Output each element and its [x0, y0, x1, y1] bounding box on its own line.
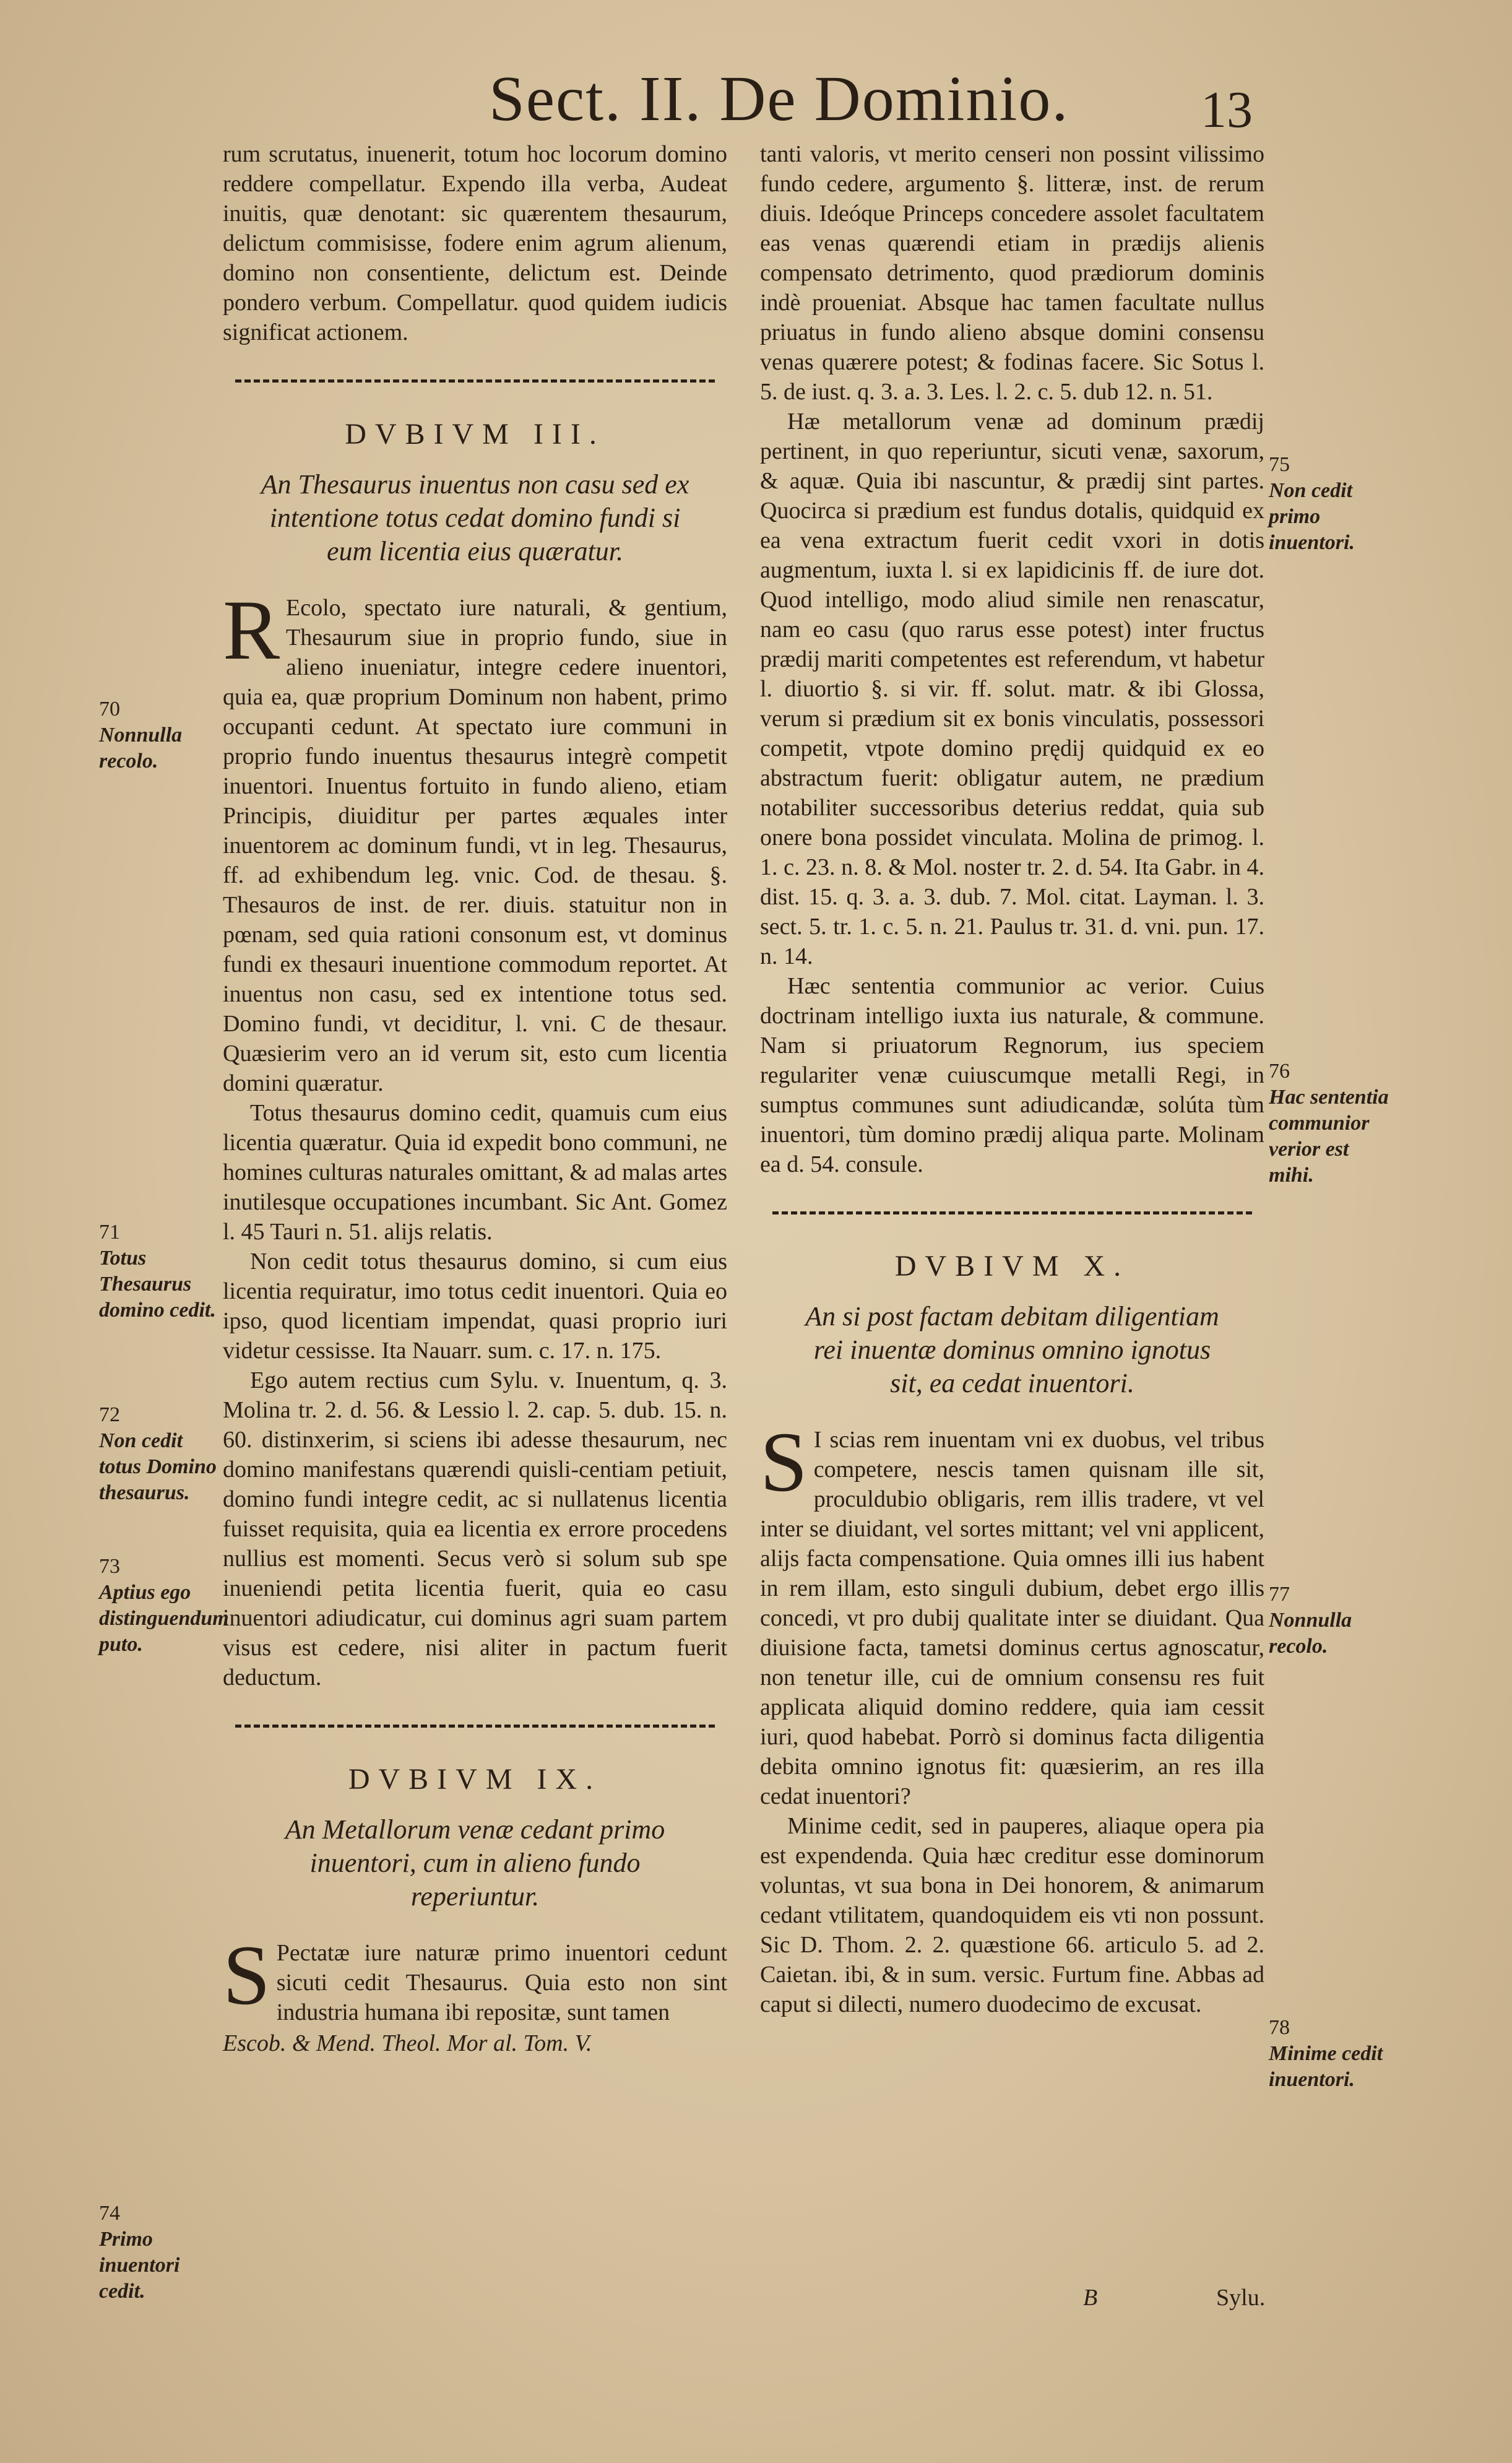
- margin-note-77: [1269, 1582, 1393, 1660]
- dubium-9-para-1: [223, 1928, 727, 2027]
- paragraph-text: Ecolo, spectato iure naturali, & gentium, Thesaurum siue in proprio fundo, siue in alieno inueniatur, integre cedere inuentori, quia ea, quæ proprium Dominum non habent, primo occupanti cedunt. At spectato iure communi in proprio fundo inuentus thesaurus integrè competit inuentori. Inuentus fortuito in fundo alieno, etiam Principis, diuiditur per partes æquales inter inuentorem ac dominum fundi, vt in leg. Thesaurus, ff. ad exhibendum leg. vnic. Cod. de thesau. §. Thesauros de inst. de rer. diuis. statuitur non in pœnam, sed quia rationi consonum est, vt dominus fundi ex thesauri inuentione commodum reportet. At inuentus non casu, sed ex intentione totus sed. Domino fundi, vt deciditur, l. vni. C de thesaur. Quæsierim vero an id verum sit, esto cum licentia domini quæratur.: [223, 595, 727, 1096]
- dubium-9-title: DVBIVM IX.: [348, 1763, 602, 1796]
- page-number: 13: [1201, 81, 1253, 139]
- margin-note-76: [1269, 1058, 1393, 1188]
- dubium-9-question: An Metallorum venæ cedant primo inuentori, cum in alieno fundo reperiuntur.: [285, 1814, 665, 1911]
- dubium-10-para-1: [760, 1414, 1264, 1811]
- running-title: Sect. II. De Dominio.: [489, 63, 1069, 134]
- margin-note-75: [1269, 452, 1393, 556]
- margin-note-text: Nonnulla recolo.: [1269, 1609, 1352, 1658]
- right-column: [760, 139, 1264, 2019]
- margin-note-text: Aptius ego distinguendum puto.: [99, 1581, 229, 1656]
- margin-note-text: Minime cedit inuentori.: [1269, 2042, 1383, 2091]
- dubium-10-title: DVBIVM X.: [894, 1250, 1130, 1283]
- margin-note-number: 71: [99, 1221, 120, 1244]
- margin-note-72: [99, 1402, 223, 1506]
- dubium-3-title: DVBIVM III.: [345, 418, 605, 451]
- section-divider: [235, 379, 715, 383]
- dubium-3-para-1: [223, 582, 727, 1098]
- margin-note-number: 78: [1269, 2016, 1290, 2039]
- margin-note-text: Non cedit totus Domino thesaurus.: [99, 1429, 217, 1504]
- footer-signature-text: Escob. & Mend. Theol. Mor al. Tom. V.: [223, 2030, 592, 2056]
- margin-note-text: Hac sententia communior verior est mihi.: [1269, 1086, 1389, 1187]
- signature-mark: B: [1083, 2285, 1098, 2311]
- dubium-10-para-2: Minime cedit, sed in pauperes, aliaque opera pia est expendenda. Quia hæc creditur esse dominorum voluntas, vt sua bona in Dei honorem, & animarum cedant vtilitatem, quandoquidem eis vti non possunt. Sic D. Thom. 2. 2. quæstione 66. articulo 5. ad 2. Caietan. ibi, & in sum. versic. Furtum fine. Abbas ad caput si dilecti, numero duodecimo de excusat.: [760, 1813, 1264, 2017]
- margin-note-70: [99, 696, 223, 774]
- margin-note-text: Non cedit primo inuentori.: [1269, 479, 1355, 554]
- margin-note-number: 70: [99, 698, 120, 721]
- dubium-3-para-3: Non cedit totus thesaurus domino, si cum eius licentia requiratur, imo totus cedit inuentori. Quia eo ipso, quod licentiam impendat, quasi proprio iuri videtur cessisse. Ita Nauarr. sum. c. 17. n. 175.: [223, 1249, 727, 1364]
- margin-note-number: 75: [1269, 453, 1290, 476]
- left-column: [223, 139, 727, 2058]
- section-divider: [772, 1211, 1252, 1214]
- section-divider: [235, 1725, 715, 1728]
- margin-note-number: 72: [99, 1403, 120, 1426]
- margin-note-78: [1269, 2015, 1393, 2093]
- margin-note-number: 73: [99, 1555, 120, 1578]
- dubium-3-para-4: Ego autem rectius cum Sylu. v. Inuentum, q. 3. Molina tr. 2. d. 56. & Lessio l. 2. cap. 5. dub. 15. n. 60. distinxerim, si sciens ibi adesse thesaurum, nec domino manifestans quærendi quisli-centiam petiuit, domino fundi integre cedit, ac si nullatenus licentia fuisset requisita, quia ea licentia ex errore procedens nullius est momenti. Secus verò si solum sub spe inueniendi petita licentia fuerit, quia eo casu inuentori adiudicatur, cui dominus agri suam partem visus est cedere, nisi aliter in pactum fuerit deductum.: [223, 1367, 727, 1690]
- margin-note-73: [99, 1554, 229, 1658]
- catchword: Sylu.: [1216, 2285, 1266, 2311]
- margin-note-text: Nonnulla recolo.: [99, 724, 183, 773]
- drop-cap: R: [223, 582, 280, 677]
- right-para-2: Hæ metallorum venæ ad dominum prædij pertinent, in quo reperiuntur, sicuti venæ, saxorum, & aquæ. Quia ibi nascuntur, & prædij sint partes. Quocirca si prædium est fundus dotalis, quidquid ex ea vena extractum fuerit cedit vxori in dotis augmentum, iuxta l. si ex lapidicinis ff. de iure dot. Quod intelligo, modo aliud simile nen renascatur, nam eo casu (quo rarus esse potest) inter fructus prædij mariti competentes est referendum, vt habetur l. diuortio §. si vir. ff. solut. matr. & ibi Glossa, verum si prædium sit ex bonis vinculatis, possessori competit, vtpote domino prędij quidquid ex eo abstractum fuerit: obligatur autem, ne prædium notabiliter successoribus deterius reddat, quia sub onere bona possidet vinculata. Molina de primog. l. 1. c. 23. n. 8. & Mol. noster tr. 2. d. 54. Ita Gabr. in 4. dist. 15. q. 3. a. 3. dub. 7. Mol. citat. Layman. l. 3. sect. 5. tr. 1. c. 5. n. 21. Paulus tr. 31. d. vni. pun. 17. n. 14.: [760, 409, 1264, 969]
- margin-note-74: [99, 2201, 223, 2305]
- drop-cap: S: [223, 1928, 270, 2022]
- margin-note-number: 77: [1269, 1583, 1290, 1606]
- dubium-3-para-2: Totus thesaurus domino cedit, quamuis cum eius licentia quæratur. Quia id expedit bono communi, ne homines culturas naturales omittant, & ad malas artes inutilesque occupationes incumbant. Sic Ant. Gomez l. 45 Tauri n. 51. alijs relatis.: [223, 1100, 727, 1245]
- paragraph-text: Pectatæ iure naturæ primo inuentori cedunt sicuti cedit Thesaurus. Quia esto non sint industria humana ibi repositæ, sunt tamen: [276, 1940, 727, 2025]
- dubium-3-question: An Thesaurus inuentus non casu sed ex intentione totus cedat domino fundi si eum licentia eius quæratur.: [261, 469, 689, 566]
- margin-note-number: 74: [99, 2202, 120, 2225]
- left-intro-text: rum scrutatus, inuenerit, totum hoc locorum domino reddere compellatur. Expendo illa verba, Audeat inuitis, quæ denotant: sic quærentem thesaurum, delictum commisisse, fodere enim agrum alienum, domino non consentiente, delictum est. Deinde pondero verbum. Compellatur. quod quidem iudicis significat actionem.: [223, 141, 727, 345]
- margin-note-71: [99, 1219, 223, 1323]
- dubium-10-question: An si post factam debitam diligentiam rei inuentæ dominus omnino ignotus sit, ea cedat inuentori.: [805, 1301, 1219, 1398]
- paragraph-text: I scias rem inuentam vni ex duobus, vel tribus competere, nescis tamen quisnam ille sit, proculdubio obligaris, rem illis tradere, vt vel inter se diuidant, vel sortes mittant; vel vni applicent, alijs facta compensatione. Quia omnes illi ius habent in rem illam, esto singuli dubium, debet ergo illis concedi, vt pro dubij qualitate inter se diuidant. Qua diuisione facta, tametsi dominus certus agnoscatur, non tenetur ille, cui de omnium consensu res fuit applicata aliquid domino reddere, quia iam cessit iuri, quod habebat. Porrò si dominus facta diligentia debita omnino ignotus fit: quæsierim, an res illa cedat inuentori?: [760, 1427, 1264, 1809]
- right-intro-text: tanti valoris, vt merito censeri non possint vilissimo fundo cedere, argumento §. litteræ, inst. de rerum diuis. Ideóque Princeps concedere assolet facultatem eas venas quærendi etiam in prædijs alienis compensato detrimento, quod prædiorum dominis indè proueniat. Absque hac tamen facultate nullus priuatus in fundo alieno absque domini consensu venas quærere potest; & fodinas facere. Sic Sotus l. 5. de iust. q. 3. a. 3. Les. l. 2. c. 5. dub 12. n. 51.: [760, 141, 1264, 405]
- margin-note-text: Primo inuentori cedit.: [99, 2228, 180, 2303]
- page-header: [0, 62, 1512, 142]
- right-para-3: Hæc sententia communior ac verior. Cuius doctrinam intelligo iuxta ius naturale, & commune. Nam si priuatorum Regnorum, ius speciem regulariter venæ cuiuscumque metalli Regi, in sumptus communes sunt adiudicandæ, solúta tùm inuentori, tùm domino prædij aliqua parte. Molinam ea d. 54. consule.: [760, 973, 1264, 1177]
- drop-cap: S: [760, 1414, 808, 1509]
- margin-note-number: 76: [1269, 1060, 1290, 1083]
- margin-note-text: Totus Thesaurus domino cedit.: [99, 1247, 216, 1322]
